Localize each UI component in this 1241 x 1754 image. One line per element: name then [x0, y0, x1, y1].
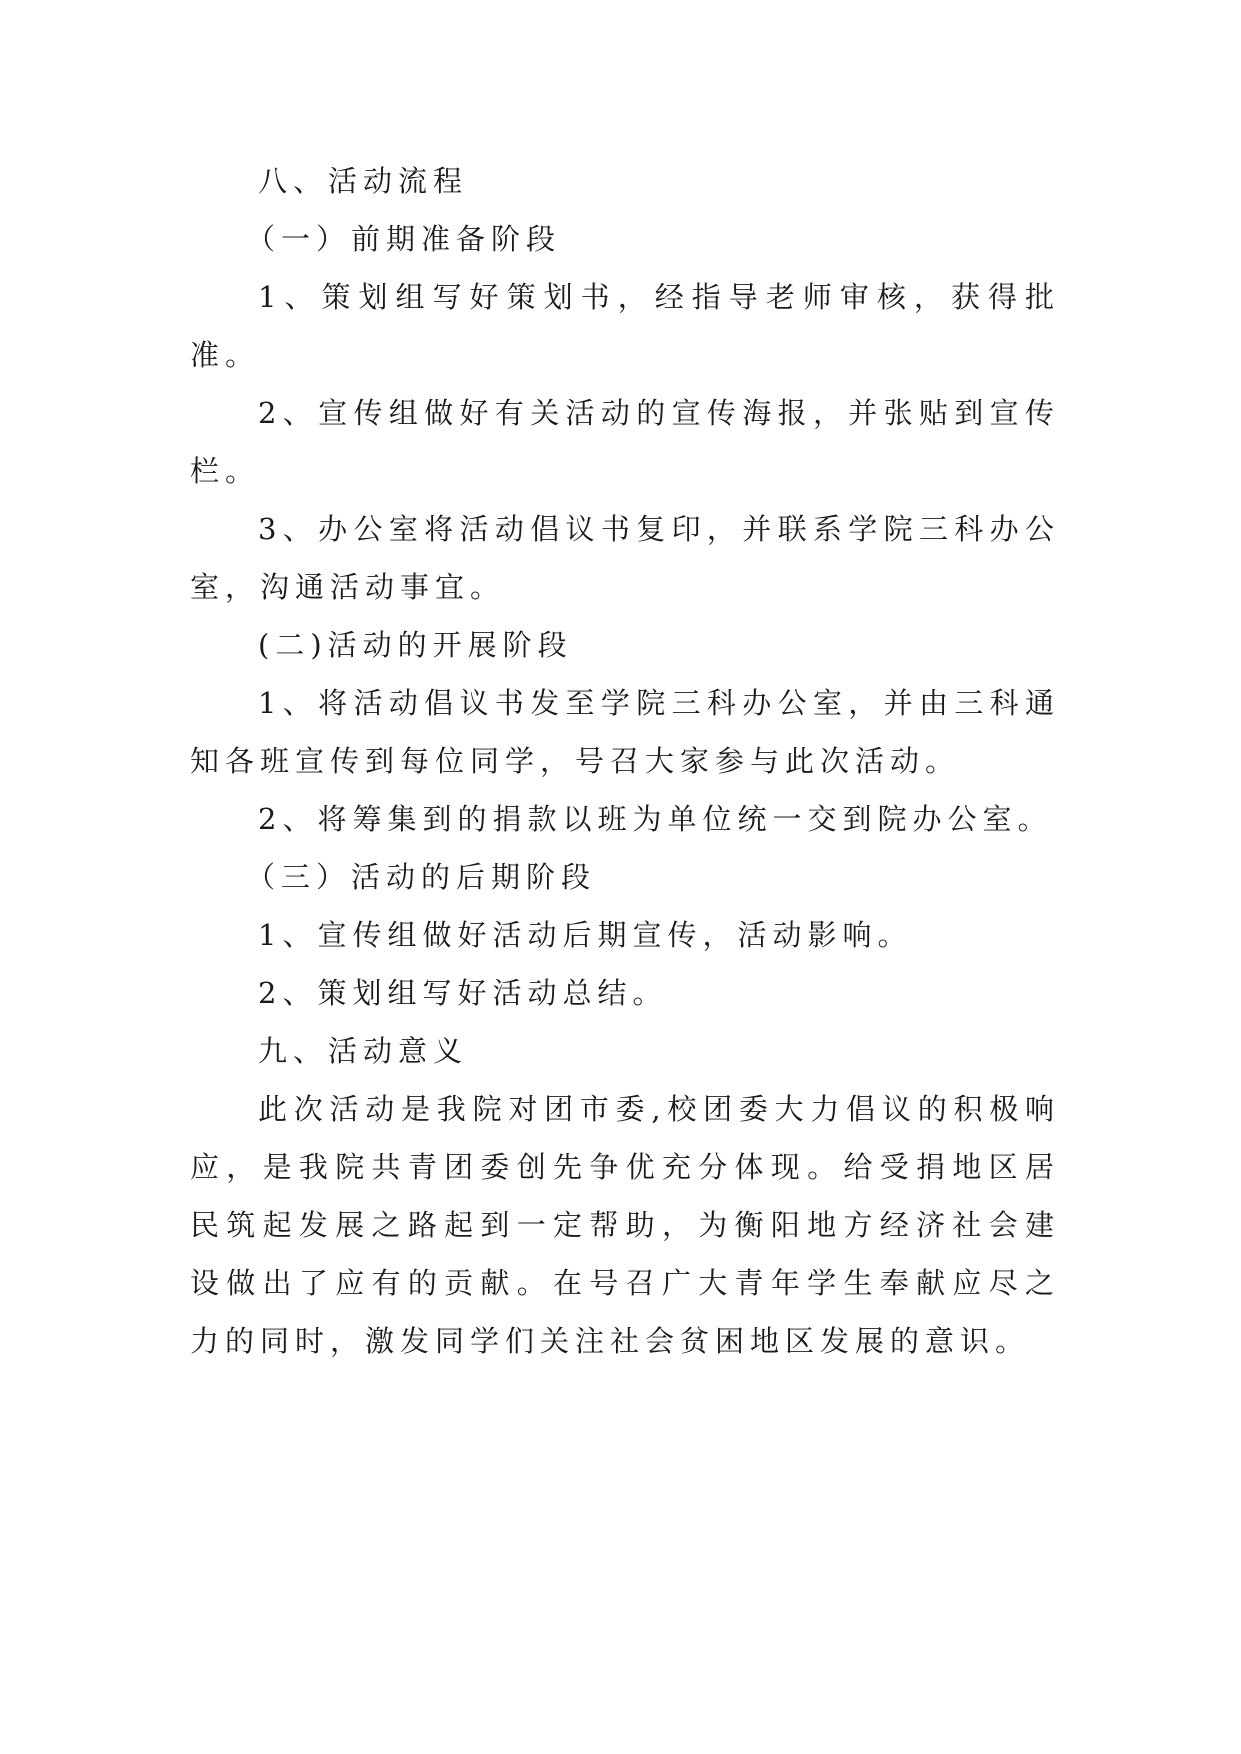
paragraph-prep-2: 2、宣传组做好有关活动的宣传海报，并张贴到宣传栏。 — [190, 396, 1060, 488]
paragraph-exec-1: 1、将活动倡议书发至学院三科办公室，并由三科通知各班宣传到每位同学，号召大家参与此次活动。 — [190, 686, 1060, 778]
subheading-later-stage: （三）活动的后期阶段 — [246, 860, 597, 894]
subheading-preparation-stage: （一）前期准备阶段 — [246, 222, 562, 256]
paragraph-exec-2: 2、将筹集到的捐款以班为单位统一交到院办公室。 — [258, 802, 1053, 836]
section-heading-activity-process: 八、活动流程 — [258, 164, 469, 198]
paragraph-post-2: 2、策划组写好活动总结。 — [258, 976, 668, 1010]
paragraph-prep-3: 3、办公室将活动倡议书复印，并联系学院三科办公室，沟通活动事宜。 — [190, 512, 1060, 604]
paragraph-prep-1: 1、策划组写好策划书，经指导老师审核，获得批准。 — [190, 280, 1060, 372]
subheading-execution-stage: (二)活动的开展阶段 — [258, 628, 573, 662]
document-body — [190, 152, 1060, 1370]
section-heading-significance: 九、活动意义 — [258, 1034, 469, 1068]
paragraph-significance: 此次活动是我院对团市委,校团委大力倡议的积极响应，是我院共青团委创先争优充分体现。给受捐地区居民筑起发展之路起到一定帮助，为衡阳地方经济社会建设做出了应有的贡献。在号召广大青年学生奉献应尽之力的同时，激发同学们关注社会贫困地区发展的意识。 — [190, 1092, 1060, 1358]
paragraph-post-1: 1、宣传组做好活动后期宣传，活动影响。 — [258, 918, 913, 952]
